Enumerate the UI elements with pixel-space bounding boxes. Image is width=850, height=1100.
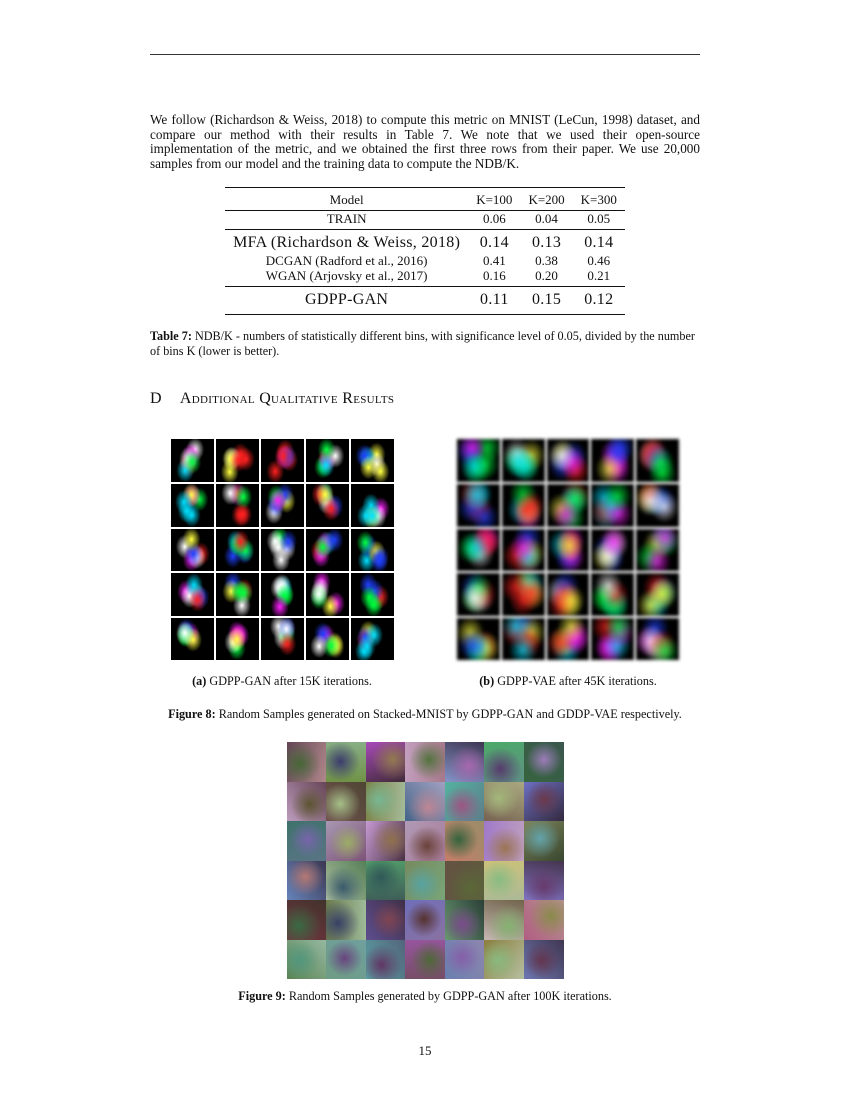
digit-sample-image [351, 439, 394, 482]
digit-sample-image [171, 529, 214, 572]
digit-sample-image [457, 573, 500, 616]
cifar-sample-image [445, 861, 485, 901]
digit-sample-image [636, 529, 679, 572]
digit-sample-image [216, 484, 259, 527]
cifar-sample-image [484, 742, 524, 782]
digit-sample-image [171, 439, 214, 482]
section-heading [150, 389, 700, 409]
caption-label: Figure 9: [238, 989, 286, 1004]
digit-sample-image [457, 484, 500, 527]
table-row [225, 230, 625, 254]
cell: 0.46 [587, 253, 611, 269]
figure8a [162, 439, 402, 689]
cifar-sample-image [287, 940, 327, 980]
cell: 0.16 [482, 268, 506, 284]
cifar-sample-image [366, 940, 406, 980]
table-row [225, 211, 625, 230]
digit-sample-image [306, 439, 349, 482]
digit-sample-image [591, 618, 634, 661]
cifar-sample-image [445, 940, 485, 980]
cifar-sample-image [445, 742, 485, 782]
cifar-sample-image [405, 940, 445, 980]
col-header: K=100 [468, 188, 520, 211]
cifar-sample-image [326, 940, 366, 980]
table-container [150, 187, 700, 315]
subcaption-label: (a) [192, 674, 207, 689]
page-content [150, 0, 700, 1004]
digit-sample-image [261, 529, 304, 572]
ndb-table [225, 187, 625, 315]
cifar-sample-image [287, 861, 327, 901]
digit-sample-image [502, 439, 545, 482]
digit-sample-image [171, 573, 214, 616]
digit-sample-image [591, 484, 634, 527]
cell: MFA (Richardson & Weiss, 2018) [225, 230, 468, 254]
cifar-sample-image [405, 782, 445, 822]
figure8b [448, 439, 688, 689]
cifar-sample-image [445, 900, 485, 940]
subcaption-text: GDPP-GAN after 15K iterations. [206, 674, 372, 689]
cell: TRAIN [225, 211, 468, 230]
body-paragraph: We follow (Richardson & Weiss, 2018) to compute this metric on MNIST (LeCun, 1998) dataset, and compare our method with their results in Table 7. We note that we used their open-source implementation of the metric, and we obtained the first three rows from their paper. We use 20,000 samples from our model and the training data to compute the NDB/K. [150, 112, 700, 171]
cifar-sample-image [326, 782, 366, 822]
cifar-sample-image [405, 861, 445, 901]
cifar-sample-image [287, 900, 327, 940]
digit-sample-image [171, 484, 214, 527]
cifar-sample-image [484, 821, 524, 861]
digit-sample-image [457, 529, 500, 572]
col-header: K=200 [520, 188, 572, 211]
cell: 0.38 [535, 253, 558, 269]
digit-sample-image [351, 573, 394, 616]
caption-label: Figure 8: [168, 707, 216, 722]
table-row [225, 268, 625, 287]
cifar-sample-image [524, 742, 564, 782]
cifar-sample-image [524, 821, 564, 861]
cell: 0.04 [520, 211, 572, 230]
digit-sample-image [502, 484, 545, 527]
cell: 0.13 [520, 230, 572, 254]
cell: 0.14 [468, 230, 520, 254]
figure8-caption [150, 707, 700, 722]
cell: DCGAN (Radford et al., 2016) [265, 253, 428, 269]
digit-sample-image [636, 618, 679, 661]
figure8-row [150, 439, 700, 689]
digit-sample-image [457, 618, 500, 661]
cell: 0.20 [535, 268, 558, 284]
cifar-sample-image [484, 861, 524, 901]
cifar-samples-grid [287, 742, 564, 979]
digit-sample-image [306, 484, 349, 527]
cifar-sample-image [326, 821, 366, 861]
section-title: Additional Qualitative Results [179, 390, 395, 408]
cifar-sample-image [484, 782, 524, 822]
digit-sample-image [216, 618, 259, 661]
cell: GDPP-GAN [225, 287, 468, 315]
digit-sample-image [547, 573, 590, 616]
cifar-sample-image [366, 742, 406, 782]
subcaption-b [479, 674, 657, 689]
caption-text: Random Samples generated on Stacked-MNIST by GDPP-GAN and GDDP-VAE respectively. [215, 707, 682, 722]
digit-sample-image [547, 529, 590, 572]
caption-label: Table 7: [150, 329, 192, 344]
digit-sample-image [306, 573, 349, 616]
caption-text: NDB/K - numbers of statistically different bins, with significance level of 0.05, divided by the number of bins K (lower is better). [150, 329, 695, 359]
digit-sample-image [306, 529, 349, 572]
cifar-sample-image [287, 821, 327, 861]
cifar-sample-image [405, 900, 445, 940]
digit-sample-image [591, 573, 634, 616]
cifar-sample-image [524, 861, 564, 901]
cifar-sample-image [287, 782, 327, 822]
cell: WGAN (Arjovsky et al., 2017) [265, 268, 428, 284]
subcaption-label: (b) [479, 674, 495, 689]
cell: 0.05 [573, 211, 625, 230]
cifar-sample-image [366, 782, 406, 822]
cifar-sample-image [484, 900, 524, 940]
table-header-row [225, 188, 625, 211]
digit-sample-image [636, 439, 679, 482]
cell: 0.06 [468, 211, 520, 230]
digit-sample-image [306, 618, 349, 661]
cifar-sample-image [524, 782, 564, 822]
digit-sample-image [351, 618, 394, 661]
digit-sample-image [261, 484, 304, 527]
digit-sample-image [261, 573, 304, 616]
cifar-sample-image [524, 900, 564, 940]
cifar-sample-image [287, 742, 327, 782]
cifar-sample-image [326, 861, 366, 901]
cifar-sample-image [405, 821, 445, 861]
cell: 0.12 [573, 287, 625, 315]
cifar-sample-image [326, 742, 366, 782]
header-rule [150, 54, 700, 55]
col-header: Model [225, 188, 468, 211]
digit-sample-image [636, 573, 679, 616]
digit-sample-image [591, 529, 634, 572]
cifar-sample-image [366, 821, 406, 861]
digit-sample-image [591, 439, 634, 482]
figure9-caption [150, 989, 700, 1004]
digit-sample-image [216, 573, 259, 616]
digit-sample-image [502, 618, 545, 661]
digit-sample-image [547, 484, 590, 527]
vae-samples-grid [457, 439, 679, 660]
digit-sample-image [216, 529, 259, 572]
cell: 0.14 [573, 230, 625, 254]
cifar-sample-image [445, 782, 485, 822]
figure9 [150, 742, 700, 979]
page-number: 15 [418, 1043, 432, 1058]
table-caption [150, 329, 700, 359]
col-header: K=300 [573, 188, 625, 211]
digit-sample-image [351, 484, 394, 527]
cifar-sample-image [524, 940, 564, 980]
cifar-sample-image [366, 861, 406, 901]
cifar-sample-image [445, 821, 485, 861]
digit-sample-image [261, 439, 304, 482]
section-number: D [150, 390, 162, 408]
caption-text: Random Samples generated by GDPP-GAN after 100K iterations. [285, 989, 612, 1004]
gan-samples-grid [171, 439, 394, 660]
digit-sample-image [547, 618, 590, 661]
digit-sample-image [457, 439, 500, 482]
cifar-sample-image [326, 900, 366, 940]
digit-sample-image [351, 529, 394, 572]
digit-sample-image [636, 484, 679, 527]
digit-sample-image [547, 439, 590, 482]
digit-sample-image [171, 618, 214, 661]
cifar-sample-image [366, 900, 406, 940]
table-row [225, 287, 625, 315]
digit-sample-image [261, 618, 304, 661]
cifar-sample-image [405, 742, 445, 782]
cell: 0.21 [587, 268, 611, 284]
cifar-sample-image [484, 940, 524, 980]
cell: 0.11 [468, 287, 520, 315]
cell: 0.41 [482, 253, 506, 269]
subcaption-text: GDPP-VAE after 45K iterations. [494, 674, 657, 689]
table-row [225, 253, 625, 268]
subcaption-a [192, 674, 372, 689]
digit-sample-image [502, 573, 545, 616]
digit-sample-image [216, 439, 259, 482]
cell: 0.15 [520, 287, 572, 315]
digit-sample-image [502, 529, 545, 572]
